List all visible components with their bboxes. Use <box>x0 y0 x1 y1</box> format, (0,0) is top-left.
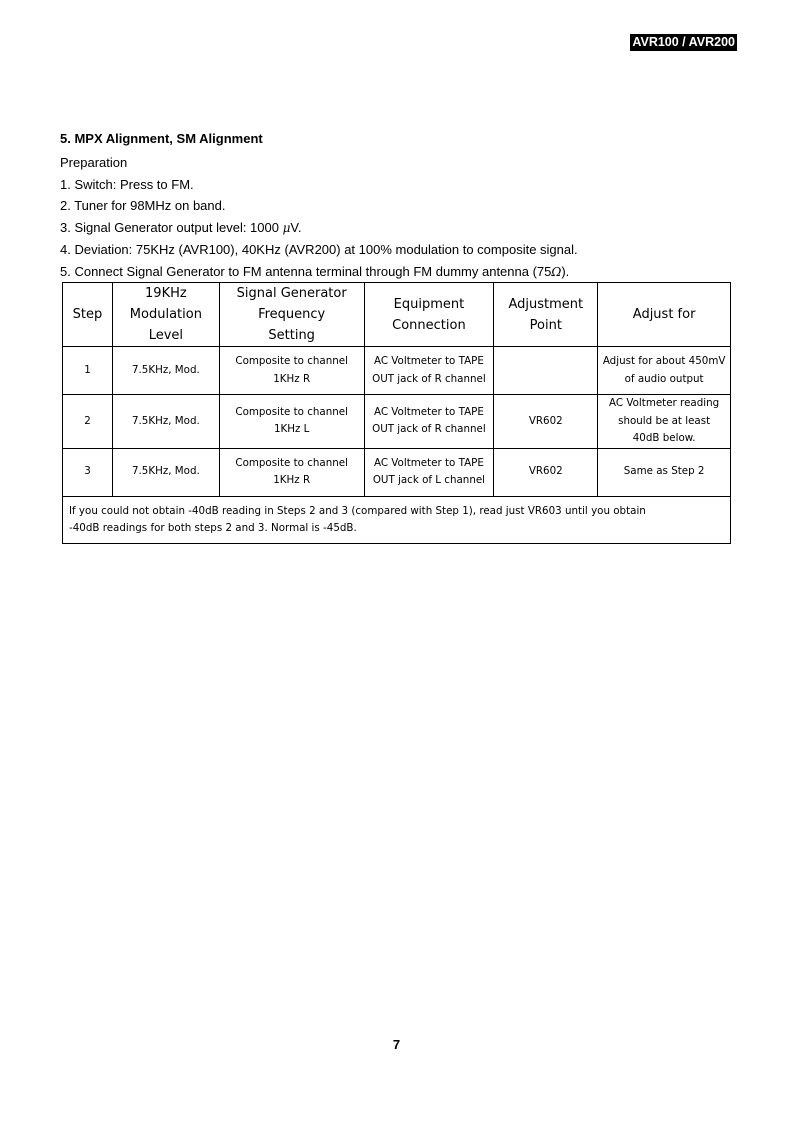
cell-adjust-for <box>598 347 731 395</box>
cell-line: Composite to channel <box>235 405 348 418</box>
section-title: 5. MPX Alignment, SM Alignment <box>60 131 263 146</box>
prep-step-5-suffix: ). <box>561 263 570 279</box>
cell-equipment <box>364 347 494 395</box>
header-signal-line: Frequency <box>258 307 326 322</box>
prep-step-2: 2. Tuner for 98MHz on band. <box>60 198 226 213</box>
prep-step-5 <box>60 261 740 284</box>
prep-step-5-text: 5. Connect Signal Generator to FM antenna terminal through FM dummy antenna (75 <box>60 263 552 279</box>
cell-line: OUT jack of R channel <box>372 423 486 436</box>
cell-line: AC Voltmeter reading <box>609 397 720 409</box>
cell-step: 3 <box>63 448 113 496</box>
cell-line: AC Voltmeter to TAPE <box>373 456 484 469</box>
cell-line: OUT jack of L channel <box>372 474 486 486</box>
header-signal-line: Signal Generator <box>236 286 347 301</box>
header-step: Step <box>63 283 113 347</box>
ohm-unit: Ω <box>551 264 562 279</box>
cell-equipment <box>364 395 494 449</box>
prep-step-4: 4. Deviation: 75KHz (AVR100), 40KHz (AVR200) at 100% modulation to composite signal. <box>60 242 578 257</box>
cell-adjustment: VR602 <box>494 395 598 449</box>
header-modulation-line: Level <box>148 328 184 343</box>
note-line: If you could not obtain -40dB reading in Steps 2 and 3 (compared with Step 1), read just VR603 until you obtain <box>69 504 646 517</box>
header-adjust-for: Adjust for <box>598 283 731 347</box>
page-number: 7 <box>392 1037 401 1052</box>
cell-line: Composite to channel <box>235 456 348 469</box>
header-signal-generator <box>219 283 364 347</box>
cell-line: 40dB below. <box>632 432 696 444</box>
table-header-row <box>63 283 731 347</box>
cell-step: 2 <box>63 395 113 449</box>
alignment-table <box>62 282 731 544</box>
cell-adjust-for <box>598 448 731 496</box>
cell-line: Adjust for about 450mV <box>602 355 726 367</box>
cell-line: Same as Step 2 <box>623 465 705 478</box>
document-body <box>60 130 740 283</box>
prep-step-1: 1. Switch: Press to FM. <box>60 176 194 192</box>
table-row <box>63 448 731 496</box>
cell-line: 1KHz L <box>273 423 310 436</box>
cell-modulation: 7.5KHz, Mod. <box>112 395 219 449</box>
cell-line: of audio output <box>624 372 704 385</box>
cell-line: Composite to channel <box>235 355 348 367</box>
cell-adjust-for <box>598 395 731 449</box>
header-signal-line: Setting <box>268 328 315 343</box>
cell-line: AC Voltmeter to TAPE <box>373 405 484 418</box>
preparation-label: Preparation <box>60 155 128 170</box>
cell-line: OUT jack of R channel <box>372 372 486 385</box>
cell-line: 1KHz R <box>273 372 311 385</box>
prep-step-3-text: 3. Signal Generator output level: 1000 <box>60 219 279 235</box>
cell-signal <box>219 448 364 496</box>
prep-step-3-suffix: V. <box>290 219 302 235</box>
cell-adjustment <box>494 347 598 395</box>
header-adjustment <box>494 283 598 347</box>
cell-signal <box>219 395 364 449</box>
table-note-row <box>63 496 731 543</box>
header-adjustment-line: Adjustment <box>508 296 584 312</box>
model-badge: AVR100 / AVR200 <box>632 35 735 49</box>
cell-line: should be at least <box>618 414 711 427</box>
cell-adjustment: VR602 <box>494 448 598 496</box>
table-note <box>63 496 731 543</box>
header-modulation-line: 19KHz <box>145 286 187 301</box>
header-adjustment-line: Point <box>529 317 562 333</box>
table-row <box>63 347 731 395</box>
header-equipment-line: Equipment <box>393 296 465 312</box>
note-line: -40dB readings for both steps 2 and 3. Normal is -45dB. <box>69 521 357 534</box>
cell-signal <box>219 347 364 395</box>
micro-unit: μ <box>282 220 291 235</box>
cell-step: 1 <box>63 347 113 395</box>
cell-line: 1KHz R <box>273 474 311 486</box>
cell-modulation: 7.5KHz, Mod. <box>112 448 219 496</box>
header-modulation <box>112 283 219 347</box>
prep-step-3 <box>60 217 740 240</box>
cell-line: AC Voltmeter to TAPE <box>373 355 484 367</box>
cell-modulation: 7.5KHz, Mod. <box>112 347 219 395</box>
table-row <box>63 395 731 449</box>
header-modulation-line: Modulation <box>129 307 202 322</box>
header-equipment-line: Connection <box>392 317 466 333</box>
cell-equipment <box>364 448 494 496</box>
header-equipment <box>364 283 494 347</box>
